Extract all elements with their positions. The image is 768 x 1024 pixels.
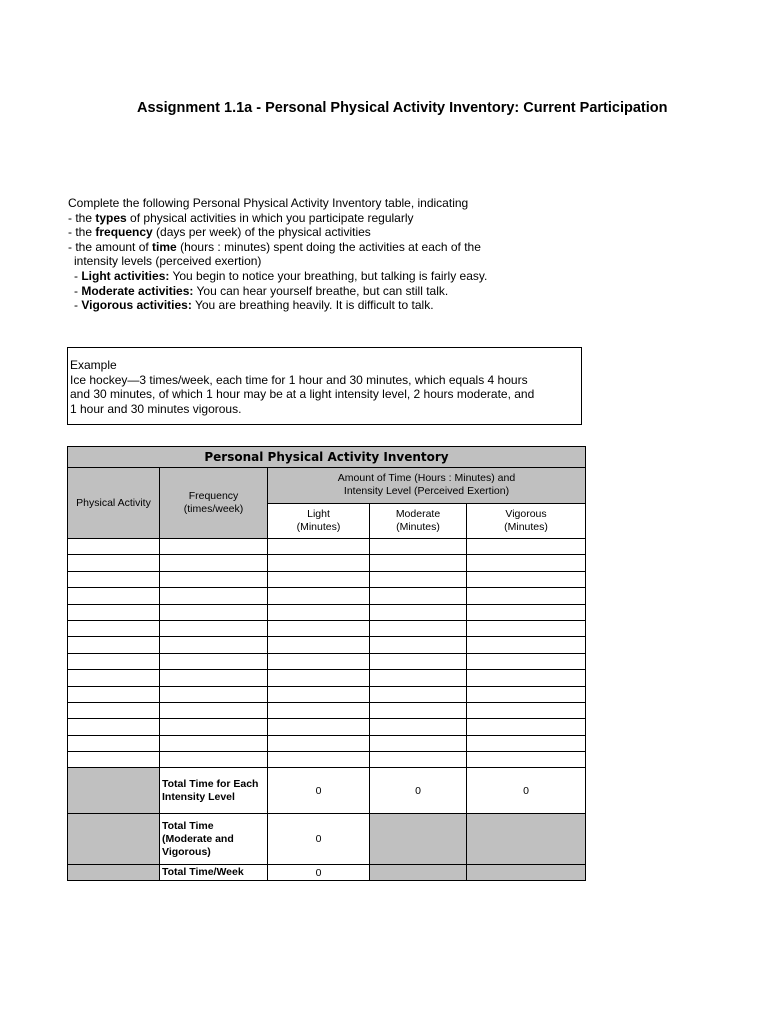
light-cell[interactable] bbox=[268, 752, 370, 768]
total-modvig-value: 0 bbox=[268, 814, 370, 865]
moderate-cell[interactable] bbox=[370, 620, 467, 636]
instructions bbox=[68, 196, 588, 313]
total-each-label bbox=[160, 768, 268, 814]
frequency-cell[interactable] bbox=[160, 670, 268, 686]
instructions-vigorous: - Vigorous activities: You are breathing heavily. It is difficult to talk. bbox=[74, 298, 434, 313]
vigorous-cell[interactable] bbox=[467, 588, 586, 604]
label-text: Intensity Level bbox=[162, 790, 235, 803]
table-row bbox=[68, 702, 586, 718]
text: You can hear yourself breathe, but can still talk. bbox=[193, 283, 449, 298]
header-amount-of-time bbox=[268, 468, 586, 504]
moderate-cell[interactable] bbox=[370, 555, 467, 571]
example-line: 1 hour and 30 minutes vigorous. bbox=[70, 401, 242, 416]
table-row bbox=[68, 539, 586, 555]
header-text: (times/week) bbox=[183, 503, 244, 515]
text: of physical activities in which you participate regularly bbox=[126, 210, 414, 225]
example-line: Ice hockey—3 times/week, each time for 1 hour and 30 minutes, which equals 4 hours bbox=[70, 372, 528, 387]
frequency-cell[interactable] bbox=[160, 620, 268, 636]
total-light-value: 0 bbox=[268, 768, 370, 814]
activity-cell[interactable] bbox=[68, 588, 160, 604]
bold-text: Vigorous activities: bbox=[81, 298, 192, 313]
vigorous-cell[interactable] bbox=[467, 702, 586, 718]
table-row bbox=[68, 735, 586, 751]
total-moderate-value: 0 bbox=[370, 768, 467, 814]
header-text: Amount of Time (Hours : Minutes) and bbox=[337, 472, 516, 485]
activity-cell[interactable] bbox=[68, 670, 160, 686]
table-row bbox=[68, 670, 586, 686]
frequency-cell[interactable] bbox=[160, 719, 268, 735]
text: - the amount of bbox=[68, 239, 153, 254]
header-vigorous bbox=[467, 503, 586, 539]
text: - the bbox=[68, 210, 96, 225]
header-text: Intensity Level (Perceived Exertion) bbox=[343, 485, 510, 498]
light-cell[interactable] bbox=[268, 686, 370, 702]
vigorous-cell[interactable] bbox=[467, 604, 586, 620]
frequency-cell[interactable] bbox=[160, 686, 268, 702]
activity-cell[interactable] bbox=[68, 735, 160, 751]
frequency-cell[interactable] bbox=[160, 752, 268, 768]
header-text: (Minutes) bbox=[396, 520, 440, 533]
instructions-frequency bbox=[68, 225, 588, 240]
header-text: Vigorous bbox=[505, 507, 547, 520]
moderate-cell[interactable] bbox=[370, 637, 467, 653]
example-box bbox=[67, 347, 582, 425]
empty-shaded-cell bbox=[370, 814, 467, 865]
total-modvig-row bbox=[68, 814, 586, 865]
frequency-cell[interactable] bbox=[160, 735, 268, 751]
header-physical-activity: Physical Activity bbox=[68, 468, 160, 539]
moderate-cell[interactable] bbox=[370, 653, 467, 669]
light-cell[interactable] bbox=[268, 670, 370, 686]
light-cell[interactable] bbox=[268, 620, 370, 636]
activity-cell[interactable] bbox=[68, 620, 160, 636]
instructions-types bbox=[68, 211, 588, 226]
table-row bbox=[68, 752, 586, 768]
light-cell[interactable] bbox=[268, 637, 370, 653]
text: - the bbox=[68, 225, 96, 240]
instructions-time bbox=[68, 240, 588, 255]
moderate-cell[interactable] bbox=[370, 588, 467, 604]
header-text: (Minutes) bbox=[504, 520, 548, 533]
bold-text: types bbox=[95, 210, 127, 225]
instructions-line: Complete the following Personal Physical Activity Inventory table, indicating bbox=[68, 196, 469, 210]
empty-shaded-cell bbox=[68, 865, 160, 881]
light-cell[interactable] bbox=[268, 604, 370, 620]
activity-cell[interactable] bbox=[68, 752, 160, 768]
frequency-cell[interactable] bbox=[160, 604, 268, 620]
activity-cell[interactable] bbox=[68, 555, 160, 571]
bold-text: time bbox=[152, 239, 177, 254]
vigorous-cell[interactable] bbox=[467, 670, 586, 686]
vigorous-cell[interactable] bbox=[467, 686, 586, 702]
vigorous-cell[interactable] bbox=[467, 571, 586, 587]
moderate-cell[interactable] bbox=[370, 571, 467, 587]
header-moderate bbox=[370, 503, 467, 539]
empty-shaded-cell bbox=[68, 768, 160, 814]
table-row bbox=[68, 686, 586, 702]
light-cell[interactable] bbox=[268, 653, 370, 669]
empty-shaded-cell bbox=[370, 865, 467, 881]
activity-inventory-table bbox=[67, 446, 586, 881]
frequency-cell[interactable] bbox=[160, 653, 268, 669]
activity-cell[interactable] bbox=[68, 702, 160, 718]
table-row bbox=[68, 571, 586, 587]
text: You are breathing heavily. It is difficult to talk. bbox=[191, 298, 434, 313]
text: (days per week) of the physical activities bbox=[152, 225, 371, 240]
header-frequency bbox=[160, 468, 268, 539]
vigorous-cell[interactable] bbox=[467, 653, 586, 669]
activity-cell[interactable] bbox=[68, 539, 160, 555]
label-text: (Moderate and bbox=[162, 832, 234, 845]
table-row bbox=[68, 637, 586, 653]
total-week-row bbox=[68, 865, 586, 881]
example-line: and 30 minutes, of which 1 hour may be at a light intensity level, 2 hours moderate, and bbox=[70, 387, 535, 402]
table-row bbox=[68, 555, 586, 571]
frequency-cell[interactable] bbox=[160, 702, 268, 718]
moderate-cell[interactable] bbox=[370, 670, 467, 686]
instructions-moderate: - Moderate activities: You can hear yourself breathe, but can still talk. bbox=[74, 283, 449, 298]
page-title: Assignment 1.1a - Personal Physical Activity Inventory: Current Participation bbox=[137, 100, 668, 116]
total-vigorous-value: 0 bbox=[467, 768, 586, 814]
total-week-value: 0 bbox=[268, 865, 370, 881]
table-row bbox=[68, 719, 586, 735]
total-modvig-label bbox=[160, 814, 268, 865]
vigorous-cell[interactable] bbox=[467, 637, 586, 653]
moderate-cell[interactable] bbox=[370, 686, 467, 702]
empty-shaded-cell bbox=[68, 814, 160, 865]
total-week-label: Total Time/Week bbox=[160, 865, 268, 881]
label-text: Total Time bbox=[162, 819, 214, 832]
light-cell[interactable] bbox=[268, 702, 370, 718]
table-row bbox=[68, 653, 586, 669]
vigorous-cell[interactable] bbox=[467, 539, 586, 555]
light-cell[interactable] bbox=[268, 555, 370, 571]
header-text: Moderate bbox=[395, 507, 441, 520]
table-caption: Personal Physical Activity Inventory bbox=[68, 447, 586, 468]
text: (hours : minutes) spent doing the activities at each of the bbox=[176, 239, 481, 254]
example-heading: Example bbox=[70, 358, 117, 372]
moderate-cell[interactable] bbox=[370, 604, 467, 620]
label-text: Total Time for Each bbox=[162, 777, 259, 790]
bold-text: Moderate activities: bbox=[81, 283, 194, 298]
table-row bbox=[68, 604, 586, 620]
activity-cell[interactable] bbox=[68, 571, 160, 587]
header-text: (Minutes) bbox=[296, 520, 341, 533]
activity-cell[interactable] bbox=[68, 604, 160, 620]
header-light bbox=[268, 503, 370, 539]
moderate-cell[interactable] bbox=[370, 735, 467, 751]
activity-cell[interactable] bbox=[68, 637, 160, 653]
empty-shaded-cell bbox=[467, 865, 586, 881]
moderate-cell[interactable] bbox=[370, 539, 467, 555]
moderate-cell[interactable] bbox=[370, 752, 467, 768]
frequency-cell[interactable] bbox=[160, 571, 268, 587]
frequency-cell[interactable] bbox=[160, 588, 268, 604]
activity-cell[interactable] bbox=[68, 719, 160, 735]
table-row bbox=[68, 588, 586, 604]
vigorous-cell[interactable] bbox=[467, 735, 586, 751]
empty-shaded-cell bbox=[467, 814, 586, 865]
light-cell[interactable] bbox=[268, 571, 370, 587]
bold-text: Light activities: bbox=[81, 268, 170, 283]
light-cell[interactable] bbox=[268, 539, 370, 555]
text: You begin to notice your breathing, but talking is fairly easy. bbox=[169, 268, 488, 283]
light-cell[interactable] bbox=[268, 735, 370, 751]
label-text: Vigorous) bbox=[162, 845, 211, 858]
frequency-cell[interactable] bbox=[160, 637, 268, 653]
activity-cell[interactable] bbox=[68, 653, 160, 669]
frequency-cell[interactable] bbox=[160, 555, 268, 571]
instructions-time-cont: intensity levels (perceived exertion) bbox=[74, 254, 262, 269]
table-row bbox=[68, 620, 586, 636]
light-cell[interactable] bbox=[268, 719, 370, 735]
vigorous-cell[interactable] bbox=[467, 752, 586, 768]
frequency-cell[interactable] bbox=[160, 539, 268, 555]
header-text: Light bbox=[307, 507, 330, 520]
moderate-cell[interactable] bbox=[370, 702, 467, 718]
bold-text: frequency bbox=[95, 225, 153, 240]
vigorous-cell[interactable] bbox=[467, 719, 586, 735]
moderate-cell[interactable] bbox=[370, 719, 467, 735]
activity-cell[interactable] bbox=[68, 686, 160, 702]
instructions-light: - Light activities: You begin to notice your breathing, but talking is fairly easy. bbox=[74, 268, 488, 283]
total-each-row bbox=[68, 768, 586, 814]
vigorous-cell[interactable] bbox=[467, 620, 586, 636]
vigorous-cell[interactable] bbox=[467, 555, 586, 571]
header-text: Frequency bbox=[188, 490, 239, 502]
light-cell[interactable] bbox=[268, 588, 370, 604]
